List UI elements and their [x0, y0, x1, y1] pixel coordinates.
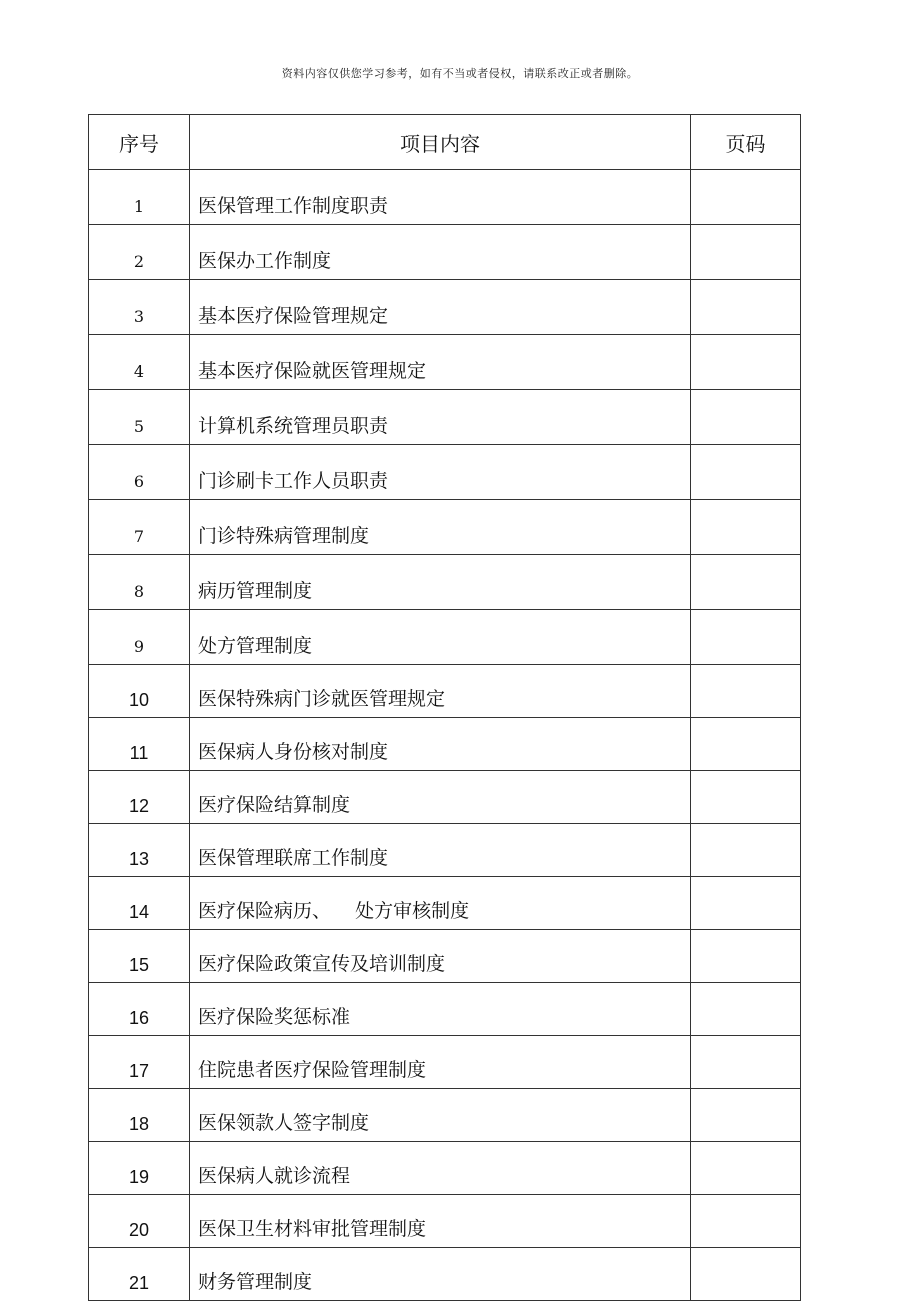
table-row [89, 983, 801, 1036]
row-number: 10 [89, 665, 190, 718]
row-number: 5 [89, 390, 190, 445]
row-page [691, 390, 801, 445]
row-page [691, 718, 801, 771]
table-row [89, 500, 801, 555]
row-number: 9 [89, 610, 190, 665]
row-item: 门诊刷卡工作人员职责 [190, 445, 691, 500]
table-row [89, 1089, 801, 1142]
row-item: 医保病人就诊流程 [190, 1142, 691, 1195]
header-number: 序号 [89, 115, 190, 170]
row-number: 18 [89, 1089, 190, 1142]
row-number: 7 [89, 500, 190, 555]
table-header-row [89, 115, 801, 170]
row-item: 医疗保险结算制度 [190, 771, 691, 824]
row-item: 计算机系统管理员职责 [190, 390, 691, 445]
row-item: 医保病人身份核对制度 [190, 718, 691, 771]
row-number: 20 [89, 1195, 190, 1248]
row-page [691, 1036, 801, 1089]
table-row [89, 1195, 801, 1248]
row-page [691, 555, 801, 610]
table-row [89, 665, 801, 718]
row-item: 基本医疗保险管理规定 [190, 280, 691, 335]
row-item: 医保管理工作制度职责 [190, 170, 691, 225]
table-row [89, 390, 801, 445]
table-row [89, 771, 801, 824]
row-item: 医保卫生材料审批管理制度 [190, 1195, 691, 1248]
row-page [691, 225, 801, 280]
row-item: 门诊特殊病管理制度 [190, 500, 691, 555]
row-page [691, 877, 801, 930]
row-number: 13 [89, 824, 190, 877]
row-number: 16 [89, 983, 190, 1036]
table-row [89, 877, 801, 930]
row-number: 11 [89, 718, 190, 771]
row-page [691, 1142, 801, 1195]
row-page [691, 983, 801, 1036]
table-row [89, 280, 801, 335]
contents-table [88, 114, 801, 1301]
table-row [89, 1248, 801, 1301]
row-page [691, 500, 801, 555]
row-number: 19 [89, 1142, 190, 1195]
row-item: 病历管理制度 [190, 555, 691, 610]
row-number: 1 [89, 170, 190, 225]
row-number: 17 [89, 1036, 190, 1089]
row-page [691, 1089, 801, 1142]
table-row [89, 718, 801, 771]
row-item: 基本医疗保险就医管理规定 [190, 335, 691, 390]
row-page [691, 1195, 801, 1248]
table-row [89, 1142, 801, 1195]
table-row [89, 930, 801, 983]
row-number: 15 [89, 930, 190, 983]
header-item: 项目内容 [190, 115, 691, 170]
row-item: 财务管理制度 [190, 1248, 691, 1301]
disclaimer-notice: 资料内容仅供您学习参考，如有不当或者侵权，请联系改正或者删除。 [281, 67, 639, 80]
row-item: 住院患者医疗保险管理制度 [190, 1036, 691, 1089]
row-item: 医保办工作制度 [190, 225, 691, 280]
row-item: 医保特殊病门诊就医管理规定 [190, 665, 691, 718]
row-page [691, 1248, 801, 1301]
row-page [691, 280, 801, 335]
row-number: 8 [89, 555, 190, 610]
row-item: 处方管理制度 [190, 610, 691, 665]
row-number: 12 [89, 771, 190, 824]
table-row [89, 555, 801, 610]
row-number: 2 [89, 225, 190, 280]
table-row [89, 335, 801, 390]
row-number: 14 [89, 877, 190, 930]
row-page [691, 771, 801, 824]
row-page [691, 610, 801, 665]
table-row [89, 225, 801, 280]
row-item: 医疗保险政策宣传及培训制度 [190, 930, 691, 983]
row-page [691, 170, 801, 225]
row-number: 3 [89, 280, 190, 335]
row-page [691, 335, 801, 390]
table-row [89, 610, 801, 665]
row-number: 21 [89, 1248, 190, 1301]
header-page: 页码 [691, 115, 801, 170]
row-item: 医保管理联席工作制度 [190, 824, 691, 877]
row-page [691, 665, 801, 718]
row-item: 医疗保险病历、 处方审核制度 [190, 877, 691, 930]
table-row [89, 824, 801, 877]
row-number: 6 [89, 445, 190, 500]
row-page [691, 930, 801, 983]
row-item: 医疗保险奖惩标准 [190, 983, 691, 1036]
row-page [691, 445, 801, 500]
table-row [89, 1036, 801, 1089]
row-page [691, 824, 801, 877]
table-row [89, 170, 801, 225]
table-row [89, 445, 801, 500]
row-number: 4 [89, 335, 190, 390]
row-item: 医保领款人签字制度 [190, 1089, 691, 1142]
